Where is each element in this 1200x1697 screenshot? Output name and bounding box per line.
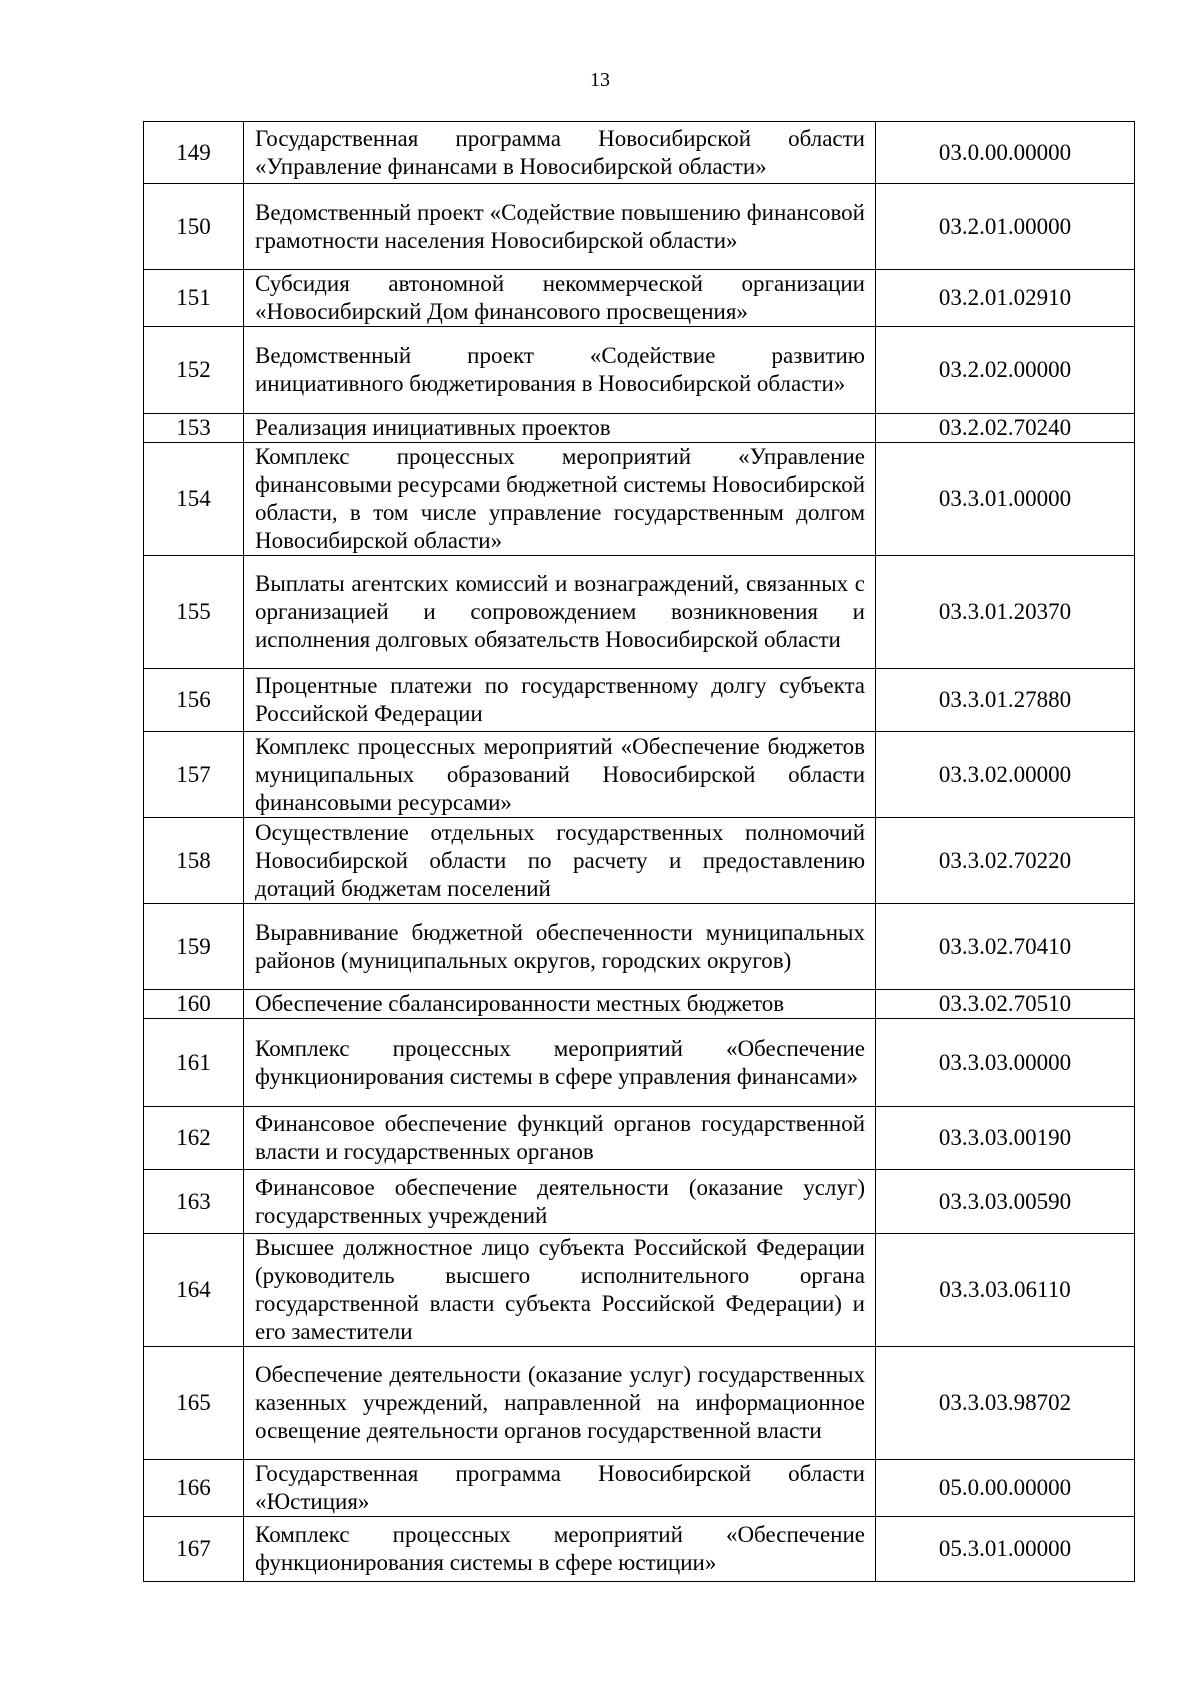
row-number: 165 bbox=[144, 1347, 244, 1460]
row-code: 03.3.03.00590 bbox=[876, 1170, 1135, 1234]
row-code: 03.2.02.00000 bbox=[876, 327, 1135, 414]
row-number: 158 bbox=[144, 818, 244, 904]
budget-classification-table bbox=[143, 121, 1135, 1582]
table-row bbox=[144, 1460, 1135, 1517]
row-number: 150 bbox=[144, 184, 244, 270]
row-number: 166 bbox=[144, 1460, 244, 1517]
row-code: 03.3.01.20370 bbox=[876, 556, 1135, 669]
row-number: 152 bbox=[144, 327, 244, 414]
table-row bbox=[144, 1517, 1135, 1582]
row-number: 161 bbox=[144, 1019, 244, 1107]
row-name: Субсидия автономной некоммерческой организации «Новосибирский Дом финансового просвещения» bbox=[244, 270, 876, 327]
table-row bbox=[144, 732, 1135, 818]
row-code: 03.3.02.00000 bbox=[876, 732, 1135, 818]
table-row bbox=[144, 327, 1135, 414]
row-code: 05.0.00.00000 bbox=[876, 1460, 1135, 1517]
row-name: Высшее должностное лицо субъекта Российской Федерации (руководитель высшего исполнительного органа государственной власти субъекта Российской Федерации) и его заместители bbox=[244, 1234, 876, 1347]
row-code: 03.0.00.00000 bbox=[876, 122, 1135, 184]
table-row bbox=[144, 270, 1135, 327]
row-code: 03.3.03.98702 bbox=[876, 1347, 1135, 1460]
page-number: 13 bbox=[590, 69, 610, 91]
row-name: Ведомственный проект «Содействие повышению финансовой грамотности населения Новосибирской области» bbox=[244, 184, 876, 270]
row-number: 151 bbox=[144, 270, 244, 327]
row-name: Финансовое обеспечение деятельности (оказание услуг) государственных учреждений bbox=[244, 1170, 876, 1234]
row-number: 159 bbox=[144, 904, 244, 990]
row-name: Обеспечение деятельности (оказание услуг) государственных казенных учреждений, направленной на информационное освещение деятельности органов государственной власти bbox=[244, 1347, 876, 1460]
row-code: 05.3.01.00000 bbox=[876, 1517, 1135, 1582]
table-row bbox=[144, 414, 1135, 443]
table-row bbox=[144, 1347, 1135, 1460]
row-code: 03.2.01.00000 bbox=[876, 184, 1135, 270]
row-code: 03.3.03.00000 bbox=[876, 1019, 1135, 1107]
table-row bbox=[144, 443, 1135, 556]
table-row bbox=[144, 122, 1135, 184]
row-name: Комплекс процессных мероприятий «Управление финансовыми ресурсами бюджетной системы Новосибирской области, в том числе управление государственным долгом Новосибирской области» bbox=[244, 443, 876, 556]
row-name: Процентные платежи по государственному долгу субъекта Российской Федерации bbox=[244, 669, 876, 732]
row-number: 167 bbox=[144, 1517, 244, 1582]
table-row bbox=[144, 990, 1135, 1019]
row-number: 155 bbox=[144, 556, 244, 669]
table-row bbox=[144, 669, 1135, 732]
row-name: Комплекс процессных мероприятий «Обеспечение функционирования системы в сфере управления финансами» bbox=[244, 1019, 876, 1107]
row-number: 153 bbox=[144, 414, 244, 443]
row-name: Реализация инициативных проектов bbox=[244, 414, 876, 443]
row-code: 03.3.02.70510 bbox=[876, 990, 1135, 1019]
row-number: 154 bbox=[144, 443, 244, 556]
row-name: Финансовое обеспечение функций органов государственной власти и государственных органов bbox=[244, 1107, 876, 1170]
table-row bbox=[144, 1234, 1135, 1347]
row-number: 149 bbox=[144, 122, 244, 184]
row-code: 03.3.03.06110 bbox=[876, 1234, 1135, 1347]
row-number: 164 bbox=[144, 1234, 244, 1347]
row-name: Государственная программа Новосибирской области «Управление финансами в Новосибирской области» bbox=[244, 122, 876, 184]
row-code: 03.3.01.00000 bbox=[876, 443, 1135, 556]
row-code: 03.3.01.27880 bbox=[876, 669, 1135, 732]
table-row bbox=[144, 904, 1135, 990]
row-number: 163 bbox=[144, 1170, 244, 1234]
row-name: Выравнивание бюджетной обеспеченности муниципальных районов (муниципальных округов, городских округов) bbox=[244, 904, 876, 990]
table-row bbox=[144, 1170, 1135, 1234]
table-row bbox=[144, 184, 1135, 270]
row-code: 03.3.02.70410 bbox=[876, 904, 1135, 990]
table-row bbox=[144, 1107, 1135, 1170]
row-number: 156 bbox=[144, 669, 244, 732]
row-name: Комплекс процессных мероприятий «Обеспечение бюджетов муниципальных образований Новосибирской области финансовыми ресурсами» bbox=[244, 732, 876, 818]
row-number: 162 bbox=[144, 1107, 244, 1170]
table-row bbox=[144, 1019, 1135, 1107]
row-code: 03.2.02.70240 bbox=[876, 414, 1135, 443]
row-code: 03.2.01.02910 bbox=[876, 270, 1135, 327]
row-code: 03.3.02.70220 bbox=[876, 818, 1135, 904]
row-number: 157 bbox=[144, 732, 244, 818]
row-name: Ведомственный проект «Содействие развитию инициативного бюджетирования в Новосибирской области» bbox=[244, 327, 876, 414]
row-name: Комплекс процессных мероприятий «Обеспечение функционирования системы в сфере юстиции» bbox=[244, 1517, 876, 1582]
table-row bbox=[144, 818, 1135, 904]
row-code: 03.3.03.00190 bbox=[876, 1107, 1135, 1170]
row-name: Выплаты агентских комиссий и вознаграждений, связанных с организацией и сопровождением возникновения и исполнения долговых обязательств Новосибирской области bbox=[244, 556, 876, 669]
table-row bbox=[144, 556, 1135, 669]
row-name: Государственная программа Новосибирской области «Юстиция» bbox=[244, 1460, 876, 1517]
row-number: 160 bbox=[144, 990, 244, 1019]
row-name: Осуществление отдельных государственных полномочий Новосибирской области по расчету и предоставлению дотаций бюджетам поселений bbox=[244, 818, 876, 904]
row-name: Обеспечение сбалансированности местных бюджетов bbox=[244, 990, 876, 1019]
